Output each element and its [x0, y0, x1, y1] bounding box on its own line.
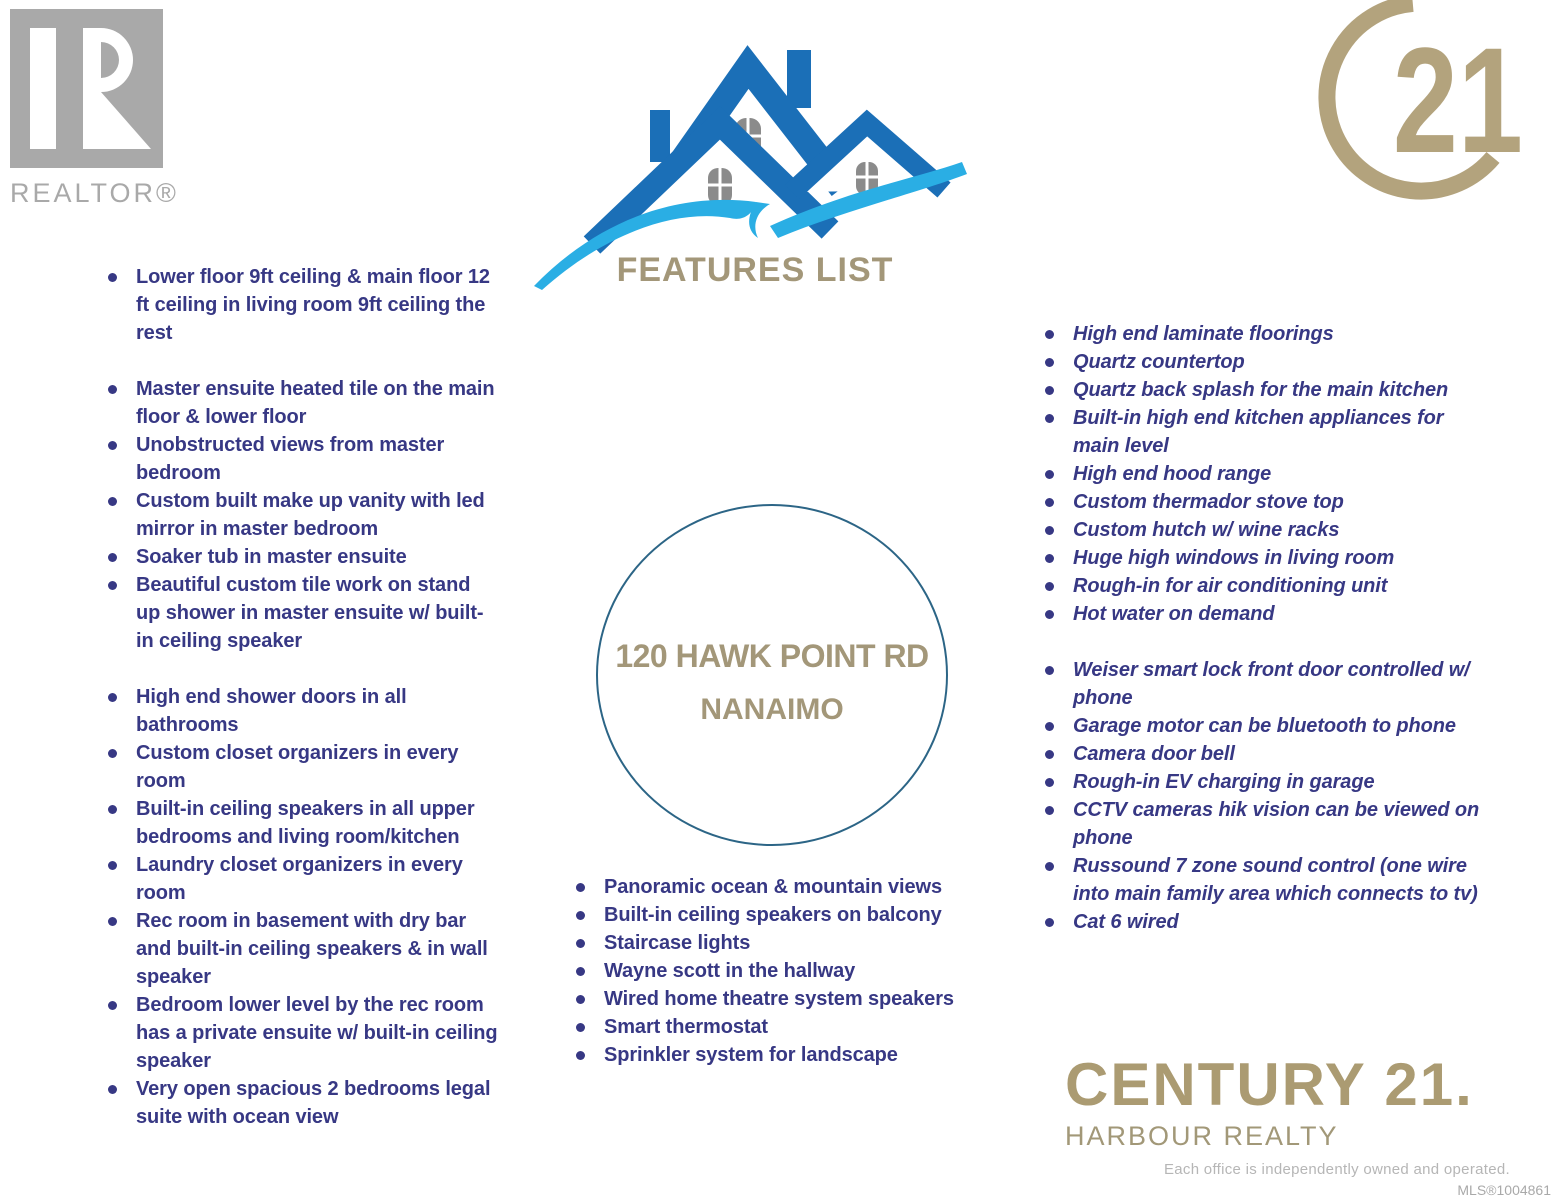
feature-item: Russound 7 zone sound control (one wire into main family area which connects to tv) [1042, 852, 1494, 908]
address-circle [596, 504, 948, 846]
feature-item: Custom thermador stove top [1042, 488, 1494, 516]
feature-item: Hot water on demand [1042, 600, 1494, 628]
feature-item: Master ensuite heated tile on the main floor & lower floor [105, 375, 498, 431]
left-features-list [105, 263, 498, 1131]
feature-item: Rec room in basement with dry bar and built-in ceiling speakers & in wall speaker [105, 907, 498, 991]
feature-item: Garage motor can be bluetooth to phone [1042, 712, 1494, 740]
feature-item: Cat 6 wired [1042, 908, 1494, 936]
feature-item: Quartz back splash for the main kitchen [1042, 376, 1494, 404]
feature-item: Rough-in EV charging in garage [1042, 768, 1494, 796]
feature-item: High end hood range [1042, 460, 1494, 488]
feature-item: Sprinkler system for landscape [573, 1041, 1025, 1069]
address-line1: 120 HAWK POINT RD [615, 637, 929, 674]
feature-item: Beautiful custom tile work on stand up shower in master ensuite w/ built-in ceiling speaker [105, 571, 498, 655]
feature-item: Wayne scott in the hallway [573, 957, 1025, 985]
feature-item: Smart thermostat [573, 1013, 1025, 1041]
feature-item: Bedroom lower level by the rec room has a private ensuite w/ built-in ceiling speaker [105, 991, 498, 1075]
feature-item: Soaker tub in master ensuite [105, 543, 498, 571]
brand-tagline: Each office is independently owned and operated. [1163, 1161, 1510, 1178]
feature-item: High end shower doors in all bathrooms [105, 683, 498, 739]
feature-item: Panoramic ocean & mountain views [573, 873, 1025, 901]
right-features-list [1042, 320, 1494, 936]
feature-item: Built-in ceiling speakers on balcony [573, 901, 1025, 929]
feature-item: Huge high windows in living room [1042, 544, 1494, 572]
feature-item: Laundry closet organizers in every room [105, 851, 498, 907]
feature-item: Rough-in for air conditioning unit [1042, 572, 1494, 600]
mls-number: MLS®1004861 [1457, 1182, 1551, 1198]
feature-item: Custom hutch w/ wine racks [1042, 516, 1494, 544]
feature-item: Wired home theatre system speakers [573, 985, 1025, 1013]
feature-item: Lower floor 9ft ceiling & main floor 12 ft ceiling in living room 9ft ceiling the rest [105, 263, 498, 347]
realtor-label: REALTOR® [10, 178, 179, 208]
feature-item: Staircase lights [573, 929, 1025, 957]
address-line2: NANAIMO [700, 692, 844, 726]
brand-name: CENTURY 21. [1065, 1051, 1474, 1118]
brand-subtitle: HARBOUR REALTY [1065, 1121, 1339, 1151]
feature-item: Custom closet organizers in every room [105, 739, 498, 795]
realtor-r-icon [10, 9, 163, 168]
feature-item: Built-in high end kitchen appliances for main level [1042, 404, 1494, 460]
feature-item: Built-in ceiling speakers in all upper bedrooms and living room/kitchen [105, 795, 498, 851]
features-title: FEATURES LIST [616, 251, 894, 289]
century21-seal-icon [1293, 0, 1553, 212]
c21-number: 21 [1392, 15, 1523, 185]
century21-wordmark [1065, 1050, 1510, 1178]
feature-item: CCTV cameras hik vision can be viewed on phone [1042, 796, 1494, 852]
feature-item: Weiser smart lock front door controlled w/ phone [1042, 656, 1494, 712]
realtor-logo [10, 9, 190, 209]
feature-item: Quartz countertop [1042, 348, 1494, 376]
center-features-list [573, 873, 1025, 1069]
feature-item: High end laminate floorings [1042, 320, 1494, 348]
feature-item: Unobstructed views from master bedroom [105, 431, 498, 487]
feature-item: Very open spacious 2 bedrooms legal suite with ocean view [105, 1075, 498, 1131]
feature-item: Custom built make up vanity with led mirror in master bedroom [105, 487, 498, 543]
feature-item: Camera door bell [1042, 740, 1494, 768]
